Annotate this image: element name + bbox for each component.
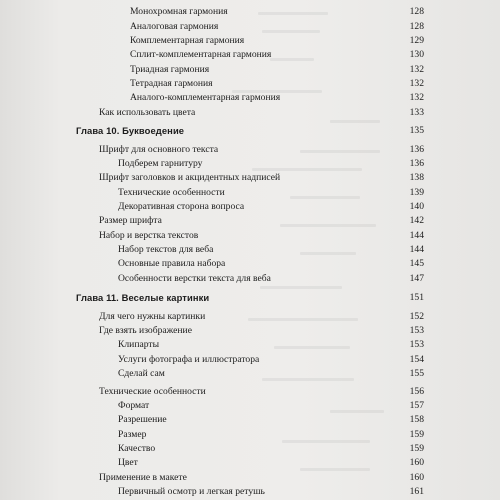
toc-entry-title: Набор и верстка текстов	[99, 230, 199, 241]
toc-entry	[118, 272, 424, 285]
toc-entry	[118, 442, 424, 455]
toc-entry-title: Клипарты	[118, 339, 160, 350]
toc-entry-title: Разрешение	[118, 414, 167, 425]
toc-entry-title: Сделай сам	[118, 368, 165, 379]
toc-entry-page: 132	[409, 78, 424, 89]
chapter-heading	[76, 124, 424, 137]
toc-entry-page: 156	[409, 386, 424, 397]
toc-entry	[118, 399, 424, 412]
toc-entry-page: 132	[409, 64, 424, 75]
toc-entry	[130, 5, 424, 18]
toc-entry-title: Технические особенности	[118, 187, 225, 198]
toc-entry-title: Размер шрифта	[99, 215, 162, 226]
toc-entry-page: 154	[409, 354, 424, 365]
toc-entry-page: 136	[409, 158, 424, 169]
chapter-heading	[76, 291, 424, 304]
toc-entry	[118, 338, 424, 351]
toc-entry-page: 147	[409, 273, 424, 284]
toc-entry	[130, 20, 424, 33]
toc-entry	[99, 171, 424, 184]
toc-entry-title: Цвет	[118, 457, 138, 468]
toc-entry	[118, 200, 424, 213]
toc-entry	[130, 48, 424, 61]
toc-entry	[99, 471, 424, 484]
toc-entry	[99, 385, 424, 398]
toc-entry-title: Сплит-комплементарная гармония	[130, 49, 272, 60]
toc-entry-page: 153	[409, 339, 424, 350]
toc-entry	[130, 91, 424, 104]
toc-entry-page: 157	[409, 400, 424, 411]
toc-entry	[118, 353, 424, 366]
toc-entry-title: Аналоговая гармония	[130, 21, 219, 32]
toc-entry-page: 133	[409, 107, 424, 118]
toc-entry	[99, 143, 424, 156]
toc-entry-page: 159	[409, 443, 424, 454]
chapter-page: 135	[409, 125, 424, 136]
toc-entry	[99, 229, 424, 242]
toc-entry-title: Монохромная гармония	[130, 6, 228, 17]
toc-entry-page: 144	[409, 230, 424, 241]
toc-entry	[99, 324, 424, 337]
toc-entry-page: 139	[409, 187, 424, 198]
toc-entry	[118, 157, 424, 170]
toc-entry-page: 155	[409, 368, 424, 379]
toc-entry	[118, 367, 424, 380]
toc-entry-title: Для чего нужны картинки	[99, 311, 206, 322]
toc-entry-page: 160	[409, 472, 424, 483]
toc-entry-page: 136	[409, 144, 424, 155]
toc-entry-page: 158	[409, 414, 424, 425]
toc-entry	[118, 456, 424, 469]
toc-entry-title: Шрифт заголовков и акцидентных надписей	[99, 172, 281, 183]
toc-entry	[99, 214, 424, 227]
toc-entry-title: Декоративная сторона вопроса	[118, 201, 245, 212]
toc-entry-title: Триадная гармония	[130, 64, 210, 75]
toc-entry-title: Качество	[118, 443, 156, 454]
toc-entry-title: Применение в макете	[99, 472, 187, 483]
toc-entry-page: 129	[409, 35, 424, 46]
toc-entry-title: Первичный осмотр и легкая ретушь	[118, 485, 265, 497]
chapter-page: 151	[409, 292, 424, 303]
toc-entry-title: Особенности верстки текста для веба	[118, 273, 271, 284]
toc-entry-page: 152	[409, 311, 424, 322]
toc-entry	[130, 34, 424, 47]
toc-entry	[118, 428, 424, 441]
toc-entry	[118, 243, 424, 256]
toc-entry	[99, 106, 424, 119]
toc-entry	[130, 77, 424, 90]
toc-entry	[99, 310, 424, 323]
toc-entry-title: Тетрадная гармония	[130, 78, 213, 89]
toc-entry-title: Размер	[118, 429, 147, 440]
chapter-title: Глава 11. Веселые картинки	[76, 292, 210, 303]
toc-entry-page: 128	[409, 21, 424, 32]
toc-entry-page: 132	[409, 92, 424, 103]
toc-entry-title: Услуги фотографа и иллюстратора	[118, 354, 260, 365]
toc-entry-page: 144	[409, 244, 424, 255]
toc-entry-title: Формат	[118, 400, 150, 411]
toc-entry-page: 160	[409, 457, 424, 468]
toc-entry	[118, 257, 424, 270]
toc-entry-title: Где взять изображение	[99, 325, 192, 336]
toc-entry-title: Аналого-комплементарная гармония	[130, 92, 281, 103]
toc-entry-page: 161	[409, 485, 424, 497]
toc-entry-title: Шрифт для основного текста	[99, 144, 219, 155]
toc-entry-title: Как использовать цвета	[99, 107, 196, 118]
toc-entry-title: Основные правила набора	[118, 258, 226, 269]
toc-entry-title: Подберем гарнитуру	[118, 158, 203, 169]
toc-entry-page: 153	[409, 325, 424, 336]
toc-entry	[130, 63, 424, 76]
toc-entry-title: Комплементарная гармония	[130, 35, 245, 46]
toc-entry	[118, 485, 424, 497]
toc-entry-page: 138	[409, 172, 424, 183]
chapter-title: Глава 10. Буквоедение	[76, 125, 185, 136]
toc-entry-page: 128	[409, 6, 424, 17]
toc-entry-page: 142	[409, 215, 424, 226]
toc-entry-title: Набор текстов для веба	[118, 244, 214, 255]
toc-entry-page: 130	[409, 49, 424, 60]
toc-entry-page: 159	[409, 429, 424, 440]
toc-entry	[118, 186, 424, 199]
toc-entry	[118, 413, 424, 426]
toc-entry-page: 145	[409, 258, 424, 269]
toc-entry-title: Технические особенности	[99, 386, 206, 397]
toc-entry-page: 140	[409, 201, 424, 212]
